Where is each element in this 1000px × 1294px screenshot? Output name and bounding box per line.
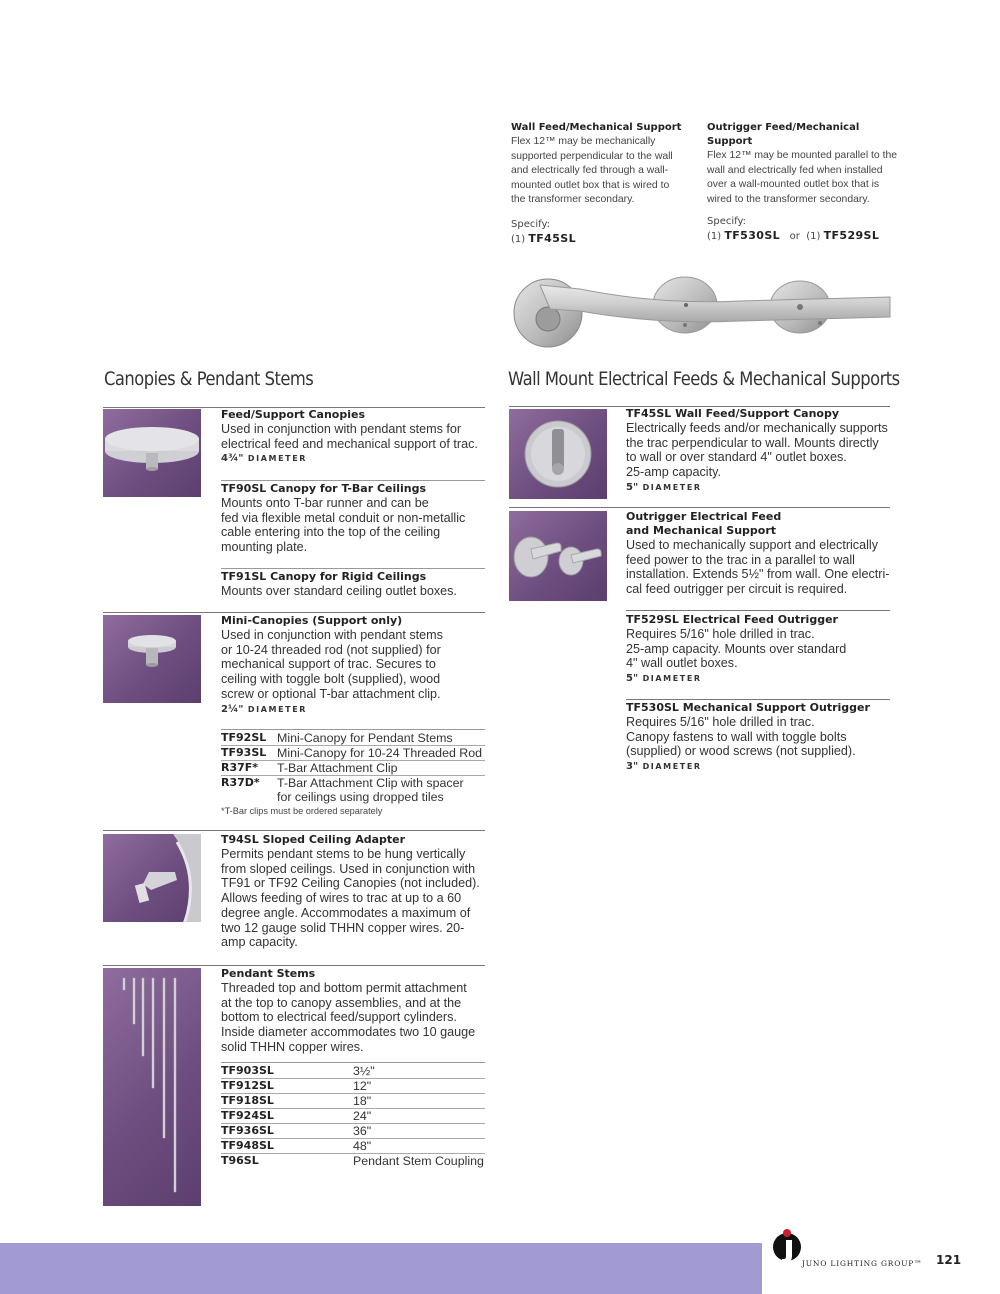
pendant-stems-photo bbox=[103, 968, 201, 1206]
mini-canopy-title: Mini-Canopies (Support only) bbox=[221, 614, 403, 627]
table-row bbox=[221, 1094, 485, 1109]
pendant-stems-line: Threaded top and bottom permit attachment bbox=[221, 981, 467, 995]
tf90-title: TF90SL Canopy for T-Bar Ceilings bbox=[221, 482, 427, 495]
mini-canopy-line: or 10-24 threaded rod (not supplied) for bbox=[221, 642, 441, 657]
tf90-line: mounting plate. bbox=[221, 540, 308, 555]
t94-block bbox=[221, 833, 486, 950]
right-section-heading: Wall Mount Electrical Feeds & Mechanical Supports bbox=[508, 368, 900, 390]
outrigger-feed-title: Outrigger Feed/Mechanical Support bbox=[707, 122, 860, 147]
mini-canopy-line: mechanical support of trac. Secures to bbox=[221, 657, 436, 672]
outrigger-feed-line: wall and electrically fed when installed bbox=[707, 164, 883, 176]
tf45-line: Electrically feeds and/or mechanically supports bbox=[626, 421, 888, 435]
pendant-stems-line: solid THHN copper wires. bbox=[221, 1039, 364, 1054]
table-row bbox=[221, 1109, 485, 1124]
wall-feed-title: Wall Feed/Mechanical Support bbox=[511, 122, 682, 133]
feed-support-diameter: 4¾" DIAMETER bbox=[221, 453, 308, 465]
tf45-line: the trac perpendicular to wall. Mounts directly bbox=[626, 435, 879, 450]
pendant-stems-line: bottom to electrical feed/support cylinders. bbox=[221, 1010, 457, 1025]
outrigger-title: and Mechanical Support bbox=[626, 524, 777, 537]
tf530-line: (supplied) or wood screws (not supplied). bbox=[626, 744, 856, 759]
feed-support-line: Used in conjunction with pendant stems for bbox=[221, 422, 462, 436]
tf45-line: to wall or over standard 4" outlet boxes. bbox=[626, 450, 847, 465]
t94-line: Allows feeding of wires to trac at up to a 60 bbox=[221, 891, 462, 906]
wall-feed-line: the transformer secondary. bbox=[511, 194, 635, 206]
divider bbox=[103, 965, 485, 966]
wall-canopy-icon bbox=[509, 409, 607, 499]
wall-feed-column bbox=[511, 121, 696, 247]
outrigger-photo bbox=[509, 511, 607, 601]
pendant-stems-block bbox=[221, 967, 486, 1055]
part-desc: 48" bbox=[353, 1139, 485, 1154]
divider bbox=[221, 480, 485, 481]
tf90-line: cable entering into the top of the ceiling bbox=[221, 525, 441, 540]
part-desc: Mini-Canopy for 10-24 Threaded Rod bbox=[277, 746, 485, 761]
pendant-stems-line: Inside diameter accommodates two 10 gauge bbox=[221, 1025, 476, 1040]
tf530-diameter: 3" DIAMETER bbox=[626, 761, 702, 773]
outrigger-feed-column bbox=[707, 121, 907, 244]
t94-line: two 12 gauge solid THHN copper wires. 20- bbox=[221, 920, 465, 935]
divider bbox=[221, 568, 485, 569]
table-row bbox=[221, 761, 485, 776]
part-desc: 24" bbox=[353, 1109, 485, 1124]
specify-qty: (1) bbox=[707, 231, 722, 243]
specify-label: Specify: bbox=[707, 216, 747, 228]
specify-label: Specify: bbox=[511, 218, 551, 230]
pendant-stems-title: Pendant Stems bbox=[221, 967, 316, 980]
table-row bbox=[221, 746, 485, 761]
t94-line: amp capacity. bbox=[221, 935, 298, 950]
pendant-stems-code-table bbox=[221, 1064, 485, 1169]
part-code: TF924SL bbox=[221, 1109, 353, 1124]
part-code: TF903SL bbox=[221, 1064, 353, 1079]
mini-canopy-icon bbox=[103, 615, 201, 703]
part-desc: 18" bbox=[353, 1094, 485, 1109]
tf529-line: Requires 5/16" hole drilled in trac. bbox=[626, 627, 815, 641]
outrigger-line: installation. Extends 5½" from wall. One electri- bbox=[626, 567, 890, 582]
specify-qty: (1) bbox=[806, 231, 821, 243]
outrigger-line: feed power to the trac in a parallel to wall bbox=[626, 552, 855, 567]
specify-code: TF529SL bbox=[823, 229, 880, 243]
part-code: T96SL bbox=[221, 1154, 259, 1168]
table-row bbox=[221, 731, 485, 746]
wall-feed-specify bbox=[511, 218, 696, 247]
divider bbox=[626, 610, 890, 611]
page-number: 121 bbox=[936, 1253, 962, 1267]
footer-band bbox=[0, 1243, 762, 1294]
sloped-adapter-icon bbox=[103, 834, 201, 922]
table-row bbox=[221, 1154, 485, 1169]
part-desc: 12" bbox=[353, 1079, 485, 1094]
tf529-title: TF529SL Electrical Feed Outrigger bbox=[626, 613, 838, 626]
tf529-diameter: 5" DIAMETER bbox=[626, 673, 702, 685]
table-row bbox=[221, 1064, 485, 1079]
wall-feed-line: Flex 12™ may be mechanically bbox=[511, 136, 656, 147]
t94-line: Permits pendant stems to be hung vertically bbox=[221, 847, 466, 861]
tf90-line: Mounts onto T-bar runner and can be bbox=[221, 496, 429, 510]
tf45-diameter: 5" DIAMETER bbox=[626, 481, 702, 493]
part-desc: T-Bar Attachment Clip with spacer for ceilings using dropped tiles bbox=[277, 776, 464, 805]
feed-support-line: electrical feed and mechanical support of trac. bbox=[221, 436, 478, 451]
outrigger-feed-line: Flex 12™ may be mounted parallel to the bbox=[707, 150, 898, 161]
feed-support-title: Feed/Support Canopies bbox=[221, 408, 365, 421]
part-code: TF948SL bbox=[221, 1139, 353, 1154]
part-code: TF92SL bbox=[221, 731, 277, 746]
tf90-block bbox=[221, 482, 486, 555]
part-desc: 36" bbox=[353, 1124, 485, 1139]
feed-support-block bbox=[221, 408, 486, 464]
part-code: TF918SL bbox=[221, 1094, 353, 1109]
part-desc: T-Bar Attachment Clip bbox=[277, 761, 485, 776]
tf530-title: TF530SL Mechanical Support Outrigger bbox=[626, 701, 870, 714]
table-row bbox=[221, 1079, 485, 1094]
outrigger-line: Used to mechanically support and electrically bbox=[626, 538, 878, 552]
tf530-block bbox=[626, 701, 891, 772]
part-desc: Pendant Stem Coupling bbox=[353, 1154, 484, 1169]
table-row bbox=[221, 1124, 485, 1139]
outrigger-line: cal feed outrigger per circuit is required. bbox=[626, 582, 848, 597]
tf91-title: TF91SL Canopy for Rigid Ceilings bbox=[221, 570, 427, 583]
mini-canopy-line: Used in conjunction with pendant stems bbox=[221, 628, 443, 642]
part-code: TF936SL bbox=[221, 1124, 353, 1139]
tf45-block bbox=[626, 407, 891, 493]
part-desc: 3½" bbox=[353, 1064, 485, 1079]
divider bbox=[509, 507, 890, 508]
divider bbox=[626, 699, 890, 700]
tf530-line: Requires 5/16" hole drilled in trac. bbox=[626, 715, 815, 729]
specify-qty: (1) bbox=[511, 233, 526, 245]
divider bbox=[103, 830, 485, 831]
tf91-line: Mounts over standard ceiling outlet boxes. bbox=[221, 584, 457, 598]
specify-code: TF45SL bbox=[528, 231, 577, 245]
tf529-line: 25-amp capacity. Mounts over standard bbox=[626, 641, 847, 656]
table-row bbox=[221, 776, 485, 805]
outrigger-feed-specify bbox=[707, 215, 907, 244]
specify-code: TF530SL bbox=[724, 229, 781, 243]
divider bbox=[221, 729, 485, 730]
track-installation-illustration bbox=[510, 275, 892, 355]
wall-feed-line: supported perpendicular to the wall bbox=[511, 150, 673, 162]
tf90-line: fed via flexible metal conduit or non-metallic bbox=[221, 510, 466, 525]
outrigger-feed-line: wired to the transformer secondary. bbox=[707, 193, 870, 205]
table-row bbox=[221, 1139, 485, 1154]
pendant-stems-icon bbox=[103, 968, 201, 1206]
sloped-adapter-photo bbox=[103, 834, 201, 922]
left-section-heading: Canopies & Pendant Stems bbox=[104, 368, 314, 390]
divider bbox=[221, 1062, 485, 1063]
tf45-line: 25-amp capacity. bbox=[626, 465, 721, 480]
specify-or: or bbox=[789, 231, 800, 243]
wall-canopy-photo bbox=[509, 409, 607, 499]
juno-logo-icon bbox=[771, 1228, 803, 1270]
tf45-title: TF45SL Wall Feed/Support Canopy bbox=[626, 407, 840, 420]
t-bar-footnote: *T-Bar clips must be ordered separately bbox=[221, 806, 383, 816]
outrigger-icon bbox=[509, 511, 607, 601]
mini-canopy-block bbox=[221, 614, 486, 715]
outrigger-feed-line: over a wall-mounted outlet box that is bbox=[707, 179, 880, 191]
part-code: TF912SL bbox=[221, 1079, 353, 1094]
tf529-line: 4" wall outlet boxes. bbox=[626, 656, 738, 671]
wall-feed-line: mounted outlet box that is wired to bbox=[511, 179, 670, 191]
canopy-icon bbox=[103, 409, 201, 497]
mini-canopy-photo bbox=[103, 615, 201, 703]
tf529-block bbox=[626, 613, 891, 684]
t94-title: T94SL Sloped Ceiling Adapter bbox=[221, 833, 406, 846]
part-desc: Mini-Canopy for Pendant Stems bbox=[277, 731, 485, 746]
outrigger-title: Outrigger Electrical Feed bbox=[626, 510, 782, 523]
mini-canopy-code-table bbox=[221, 731, 485, 804]
wall-feed-line: and electrically fed through a wall- bbox=[511, 165, 669, 177]
part-code: R37F* bbox=[221, 761, 277, 776]
part-code: R37D* bbox=[221, 776, 260, 790]
mini-canopy-diameter: 2¼" DIAMETER bbox=[221, 703, 308, 715]
pendant-stems-line: at the top to canopy assemblies, and at the bbox=[221, 995, 462, 1010]
mini-canopy-line: ceiling with toggle bolt (supplied), wood bbox=[221, 672, 441, 687]
feed-canopy-photo bbox=[103, 409, 201, 497]
t94-line: degree angle. Accommodates a maximum of bbox=[221, 905, 471, 920]
part-code: TF93SL bbox=[221, 746, 277, 761]
outrigger-block bbox=[626, 510, 891, 597]
t94-line: TF91 or TF92 Ceiling Canopies (not included). bbox=[221, 876, 480, 891]
divider bbox=[103, 612, 485, 613]
t94-line: from sloped ceilings. Used in conjunction with bbox=[221, 861, 476, 876]
mini-canopy-line: screw or optional T-bar attachment clip. bbox=[221, 686, 441, 701]
tf530-line: Canopy fastens to wall with toggle bolts bbox=[626, 729, 847, 744]
tf91-block bbox=[221, 570, 486, 599]
brand-name: JUNO LIGHTING GROUP™ bbox=[802, 1259, 923, 1268]
